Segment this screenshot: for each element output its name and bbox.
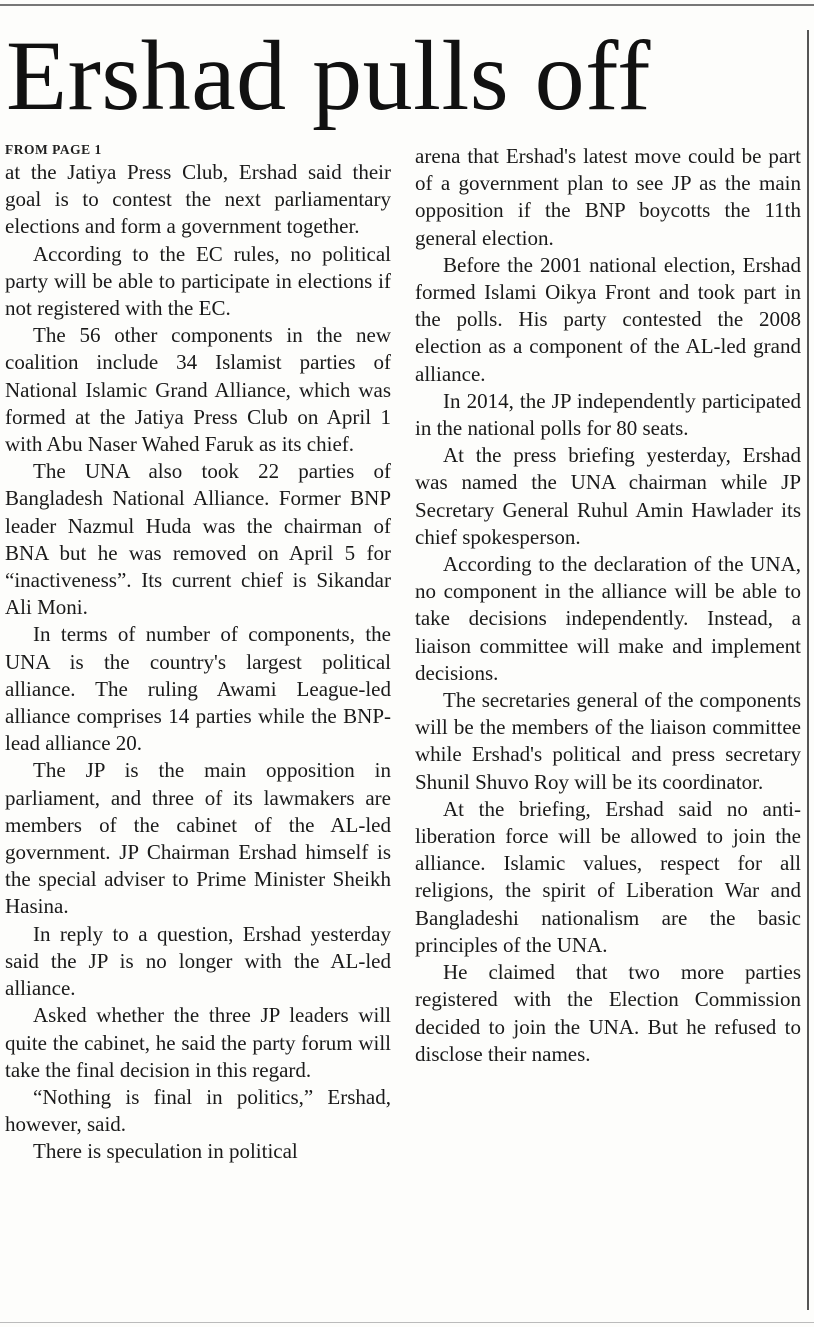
paragraph: He claimed that two more parties registered with the Election Commission decided to join the UNA. But he refused to disclose their names. (415, 960, 801, 1066)
paragraph: According to the declaration of the UNA, no component in the alliance will be able to take decisions independently. Instead, a liaison committee will make and implement decisions. (415, 552, 801, 685)
paragraph: Asked whether the three JP leaders will quite the cabinet, he said the party forum will take the final decision in this regard. (5, 1003, 391, 1082)
left-column (5, 140, 391, 1166)
paragraph: There is speculation in political (33, 1139, 298, 1164)
paragraph: At the press briefing yesterday, Ershad was named the UNA chairman while JP Secretary General Ruhul Amin Hawlader its chief spokesperson. (415, 443, 801, 549)
paragraph: The secretaries general of the components will be the members of the liaison committee while Ershad's political and press secretary Shunil Shuvo Roy will be its coordinator. (415, 688, 801, 794)
paragraph: In reply to a question, Ershad yesterday said the JP is no longer with the AL-led alliance. (5, 921, 391, 1001)
jump-line: FROM PAGE 1 (5, 142, 102, 157)
paragraph: In terms of number of components, the UNA is the country's largest political alliance. The ruling Awami League-led alliance comprises 14 parties while the BNP-lead alliance 20. (5, 622, 391, 756)
paragraph: The 56 other components in the new coalition include 34 Islamist parties of National Islamic Grand Alliance, which was formed at the Jatiya Press Club on April 1 with Abu Naser Wahed Faruk as its chief. (5, 323, 391, 457)
paragraph: at the Jatiya Press Club, Ershad said their goal is to contest the next parliamentary elections and form a government together. (5, 160, 391, 239)
right-column (415, 143, 801, 1068)
bottom-rule (0, 1322, 814, 1323)
top-rule (0, 4, 814, 6)
column-rule (807, 30, 809, 1310)
paragraph: At the briefing, Ershad said no anti-liberation force will be allowed to join the alliance. Islamic values, respect for all religions, the spirit of Liberation War and Bangladeshi nationalism are the basic principles of the UNA. (415, 796, 801, 957)
paragraph: The JP is the main opposition in parliament, and three of its lawmakers are members of the cabinet of the AL-led government. JP Chairman Ershad himself is the special adviser to Prime Minister Sheikh Hasina. (5, 758, 391, 919)
paragraph: arena that Ershad's latest move could be part of a government plan to see JP as the main opposition if the BNP boycotts the 11th general election. (415, 144, 801, 250)
paragraph: The UNA also took 22 parties of Bangladesh National Alliance. Former BNP leader Nazmul Huda was the chairman of BNA but he was removed on April 5 for “inactiveness”. Its current chief is Sikandar Ali Moni. (5, 459, 391, 620)
paragraph: According to the EC rules, no political party will be able to participate in elections if not registered with the EC. (5, 241, 391, 321)
paragraph: In 2014, the JP independently participated in the national polls for 80 seats. (415, 388, 801, 441)
paragraph: Before the 2001 national election, Ershad formed Islami Oikya Front and took part in the polls. His party contested the 2008 election as a component of the AL-led grand alliance. (415, 252, 801, 386)
headline: Ershad pulls off (6, 20, 651, 131)
paragraph: “Nothing is final in politics,” Ershad, however, said. (5, 1084, 391, 1137)
